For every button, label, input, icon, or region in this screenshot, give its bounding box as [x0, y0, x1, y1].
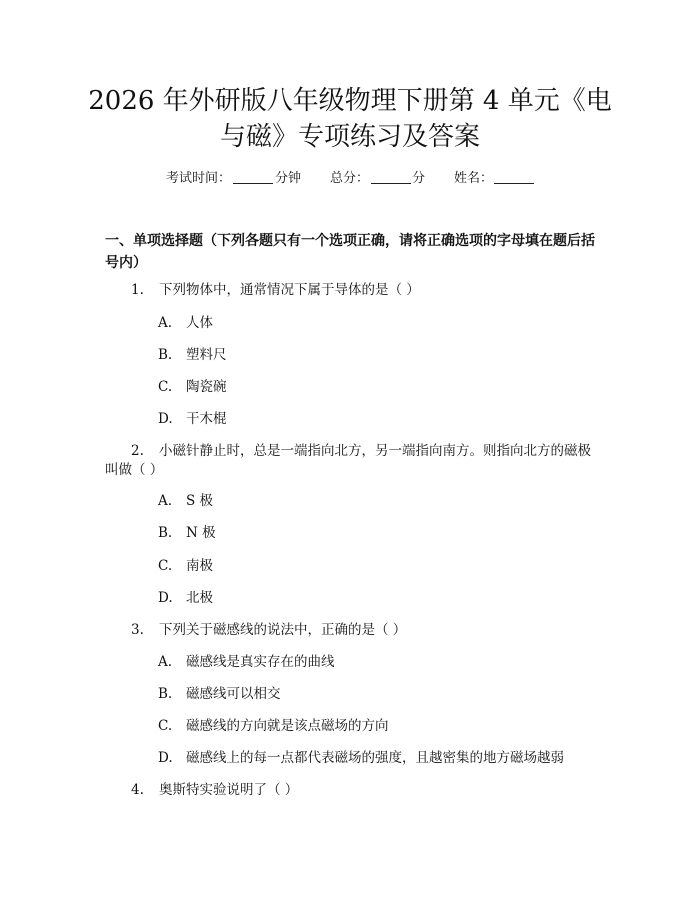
exam-time-blank [233, 170, 273, 190]
option-text: 干木棍 [186, 411, 227, 427]
question-number: 2. [131, 443, 144, 459]
option-letter: C. [158, 558, 173, 574]
option-text: 陶瓷碗 [186, 379, 227, 395]
option-letter: A. [158, 315, 173, 331]
question-stem: 小磁针静止时，总是一端指向北方，另一端指向南方。则指向北方的磁极 [159, 443, 591, 459]
option-letter: B. [158, 347, 173, 363]
question-stem: 奥斯特实验说明了（ ） [159, 782, 299, 798]
question-stem: 下列物体中，通常情况下属于导体的是（ ） [159, 282, 420, 298]
option-letter: D. [158, 411, 173, 427]
option-letter: B. [158, 525, 173, 541]
student-name-blank [494, 170, 534, 190]
exam-time-label: 考试时间： [166, 171, 232, 186]
document-title-line-2: 与磁》专项练习及答案 [219, 122, 480, 152]
option-text: 磁感线的方向就是该点磁场的方向 [186, 718, 389, 734]
option-letter: C. [158, 718, 173, 734]
total-score-blank [371, 170, 411, 190]
question-number: 3. [131, 622, 144, 638]
question-stem: 下列关于磁感线的说法中，正确的是（ ） [159, 622, 407, 638]
student-name-label: 姓名： [454, 171, 494, 186]
option-text: 磁感线可以相交 [186, 686, 281, 702]
option-letter: A. [158, 654, 173, 670]
section-title-line-1: 一、单项选择题（下列各题只有一个选项正确，请将正确选项的字母填在题后括 [105, 233, 595, 249]
option-text: 磁感线是真实存在的曲线 [186, 654, 335, 670]
option-text: 塑料尺 [186, 347, 227, 363]
option-text: S 极 [186, 493, 214, 509]
document-title-line-1: 2026 年外研版八年级物理下册第 4 单元《电 [88, 86, 612, 116]
option-text: 北极 [186, 590, 213, 606]
section-title-line-2: 号内） [105, 255, 147, 271]
option-text: 南极 [186, 558, 213, 574]
option-letter: D. [158, 590, 173, 606]
total-score-unit: 分 [412, 171, 426, 186]
option-text: 人体 [186, 315, 213, 331]
option-letter: A. [158, 493, 173, 509]
question-number: 1. [131, 282, 144, 298]
option-letter: B. [158, 686, 173, 702]
total-score-label: 总分： [330, 171, 370, 186]
option-text: N 极 [186, 525, 216, 541]
exam-time-unit: 分钟 [275, 171, 302, 186]
question-2-stem-wrap: 叫做（ ） [105, 462, 164, 478]
question-number: 4. [131, 782, 144, 798]
option-letter: D. [158, 750, 173, 766]
option-letter: C. [158, 379, 173, 395]
option-text: 磁感线上的每一点都代表磁场的强度，且越密集的地方磁场越弱 [186, 750, 564, 766]
